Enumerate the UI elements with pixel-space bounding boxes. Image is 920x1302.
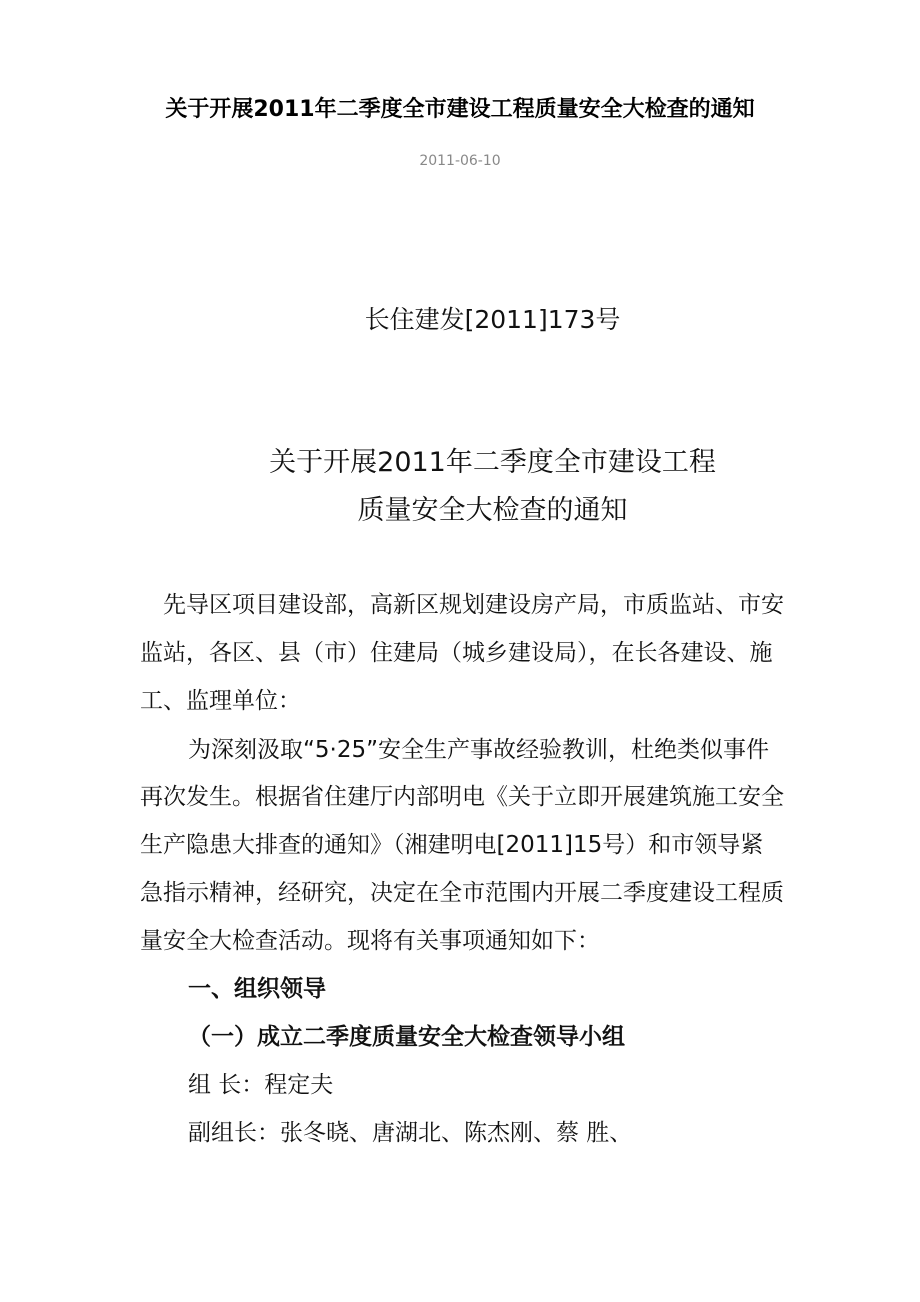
document-title-line1: 关于开展2011年二季度全市建设工程 [269,447,716,478]
leader-line: 组 长：程定夫 [188,1072,334,1098]
paragraph-line: 量安全大检查活动。现将有关事项通知如下： [140,928,600,954]
addressee-line: 工、监理单位： [140,688,301,714]
page-title: 关于开展2011年二季度全市建设工程质量安全大检查的通知 [165,97,755,122]
paragraph-line: 为深刻汲取“5·25”安全生产事故经验教训，杜绝类似事件 [188,737,770,763]
section-heading: 一、组织领导 [188,976,326,1002]
document-number: 长住建发[2011]173号 [364,305,621,334]
publish-date: 2011-06-10 [419,153,501,169]
deputy-leader-line: 副组长：张冬晓、唐湖北、陈杰刚、蔡 胜、 [188,1120,633,1146]
paragraph-line: 再次发生。根据省住建厅内部明电《关于立即开展建筑施工安全 [140,784,784,810]
addressee-line: 监站，各区、县（市）住建局（城乡建设局），在长各建设、施 [140,640,773,666]
document-title-line2: 质量安全大检查的通知 [357,495,628,526]
addressee-line: 先导区项目建设部，高新区规划建设房产局，市质监站、市安 [163,592,784,618]
paragraph-line: 生产隐患大排查的通知》（湘建明电[2011]15号）和市领导紧 [140,832,764,858]
paragraph-line: 急指示精神，经研究，决定在全市范围内开展二季度建设工程质 [140,880,784,906]
subsection-heading: （一）成立二季度质量安全大检查领导小组 [188,1024,625,1050]
